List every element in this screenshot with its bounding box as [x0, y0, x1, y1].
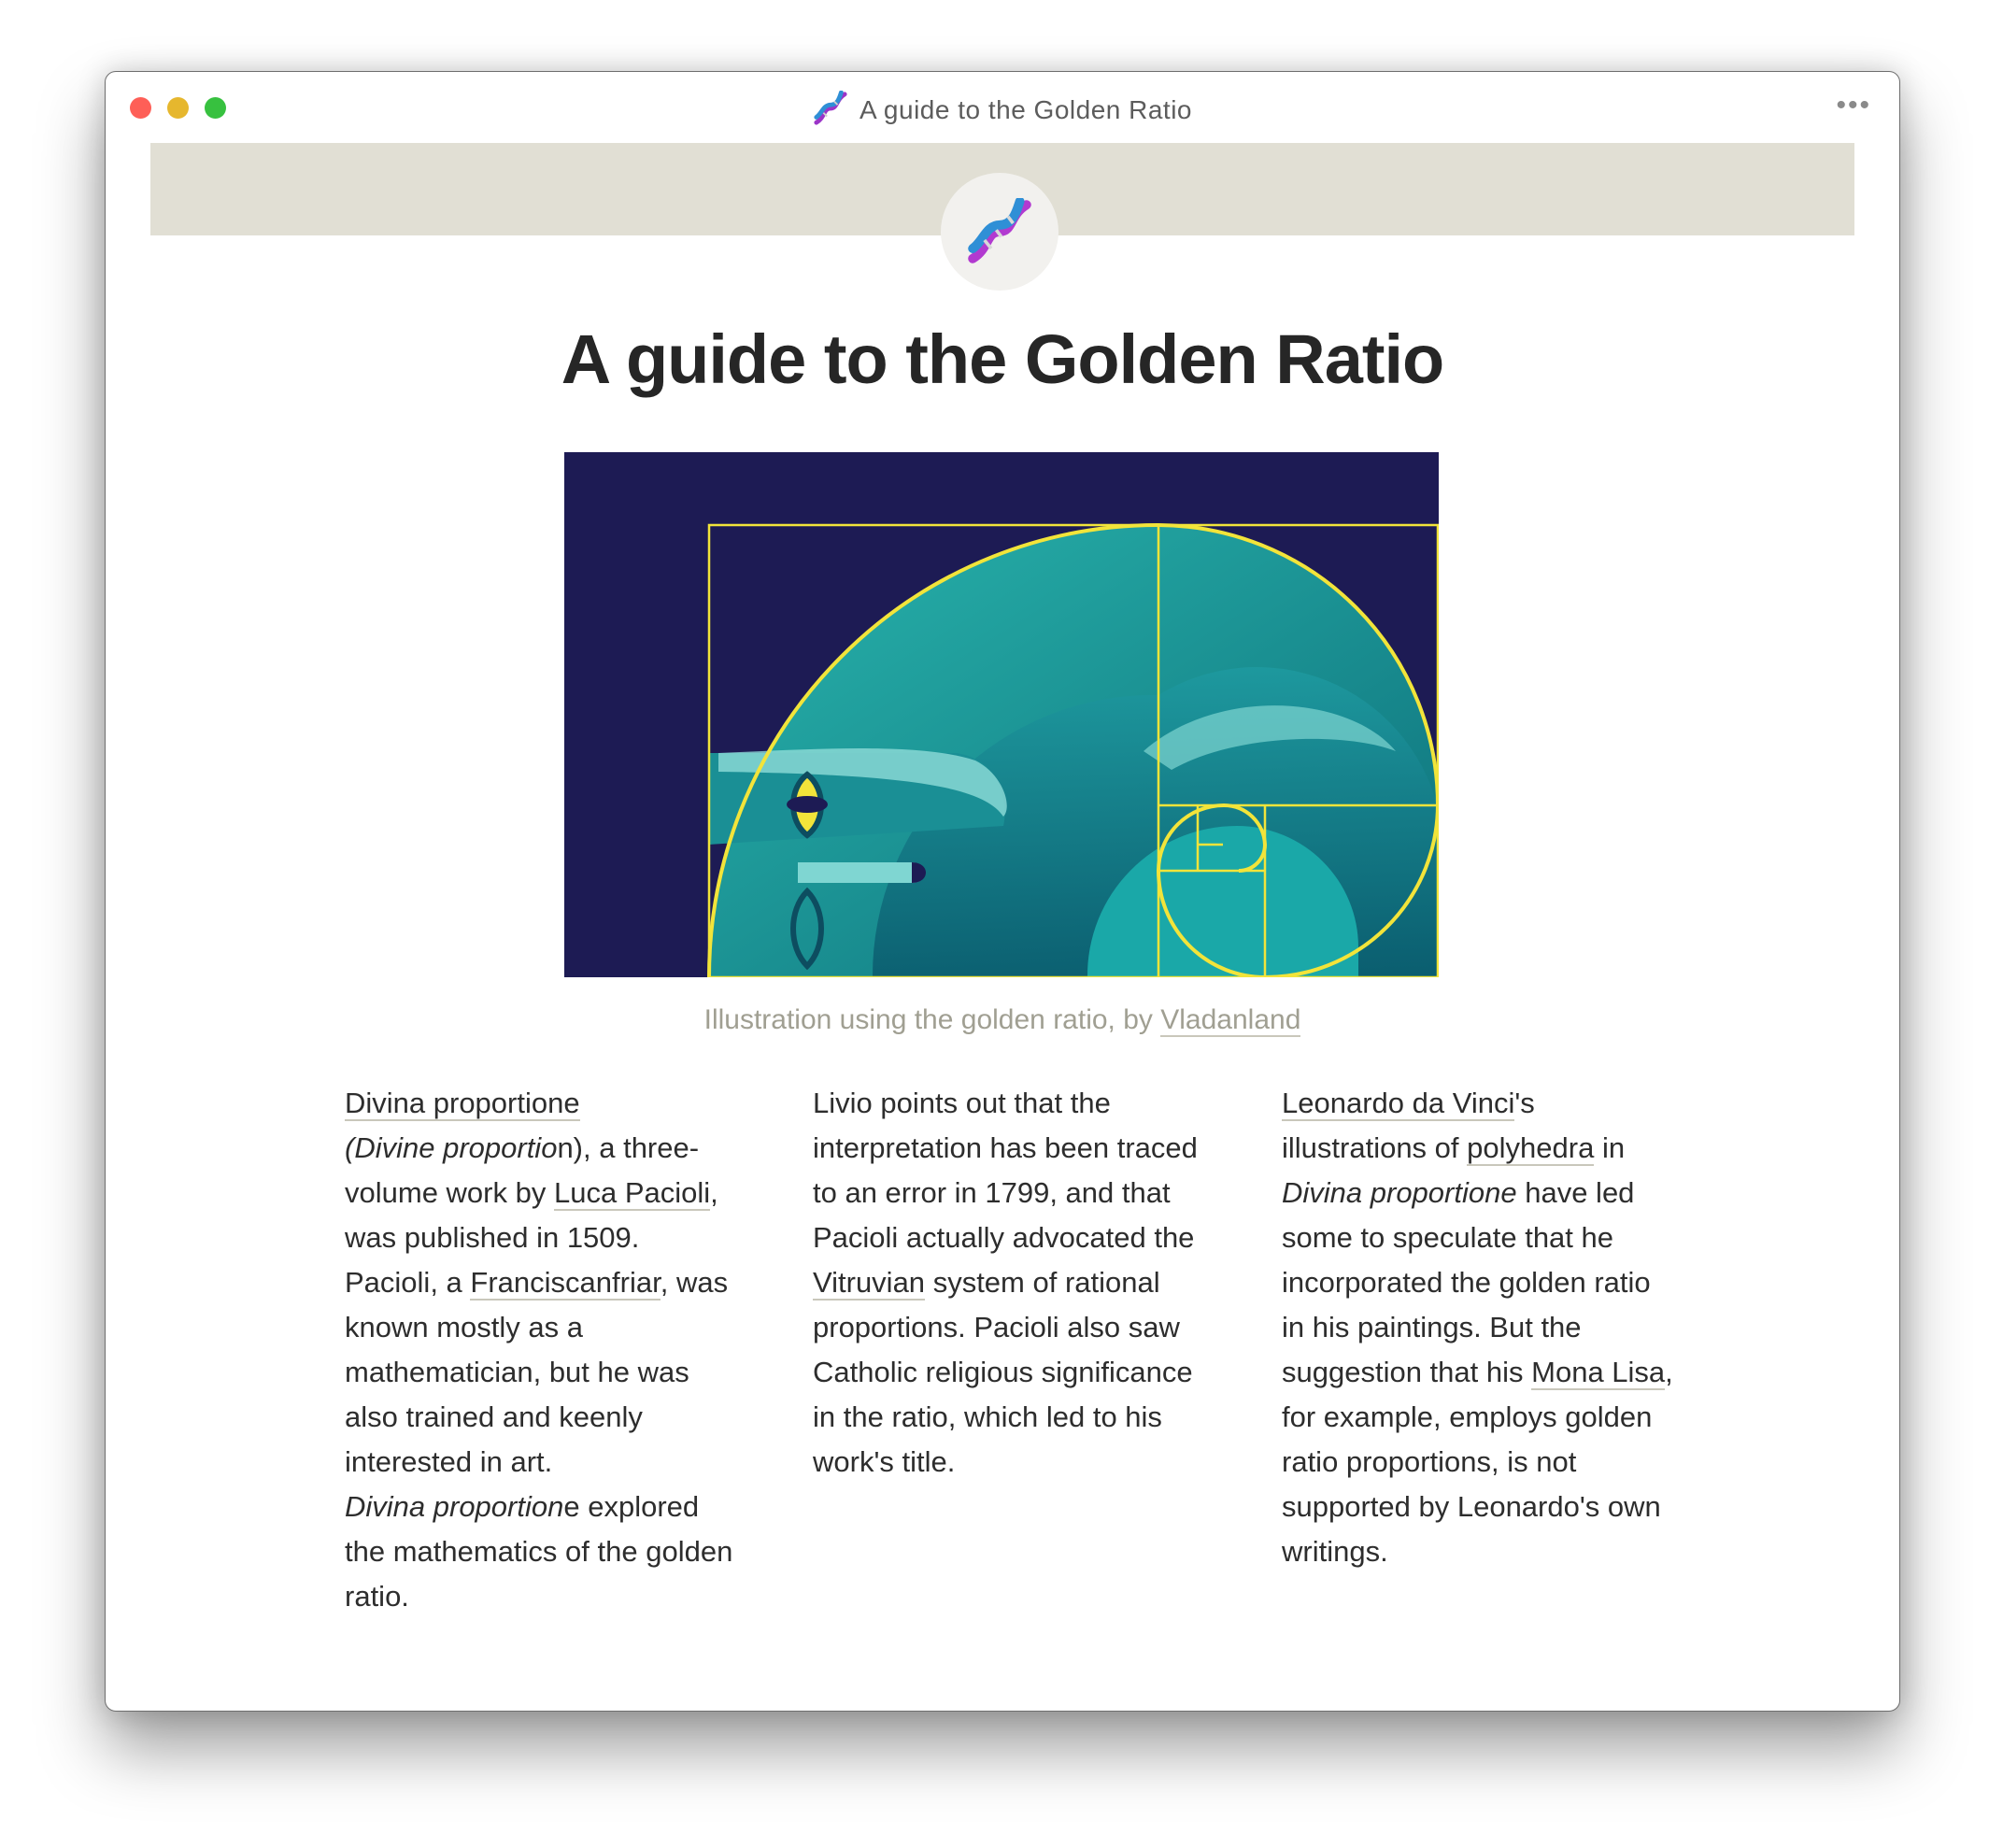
title-bar [106, 72, 1899, 143]
text: n), a three-volume work by [345, 1131, 700, 1209]
link-luca-pacioli[interactable]: Luca Pacioli [553, 1176, 711, 1209]
app-window [105, 71, 1900, 1712]
text: , for example, employs golden ratio proportions, is not supported by Leonardo's own writings. [1282, 1356, 1673, 1568]
column-1 [345, 1081, 737, 1619]
link-franciscan-friar[interactable]: Franciscanfriar [470, 1266, 661, 1299]
link-vitruvian[interactable]: Vitruvian [813, 1266, 926, 1299]
caption-text: Illustration using the golden ratio, by [703, 1004, 1161, 1035]
link-mona-lisa[interactable]: Mona Lisa [1531, 1356, 1666, 1388]
window-title [106, 91, 1899, 133]
window-title-text: A guide to the Golden Ratio [859, 94, 1192, 124]
text: , was known mostly as a mathematician, but he was also trained and keenly interested in art. [345, 1266, 729, 1478]
text: system of rational proportions. Pacioli also saw Catholic religious significance in the ratio, which led to his work's title. [813, 1266, 1193, 1478]
dna-icon [966, 198, 1033, 265]
link-divina-proportione[interactable]: Divina proportione [345, 1087, 580, 1119]
column-2 [813, 1081, 1205, 1485]
column-3 [1282, 1081, 1674, 1574]
text: Livio points out that the interpretation has been traced to an error in 1799, and that Pacioli actually advocated the [813, 1087, 1198, 1254]
figure-caption [106, 1004, 1899, 1036]
italic-divine-proportion: (Divine proportio [345, 1131, 558, 1164]
text: , was published in 1509. Pacioli, a [345, 1176, 718, 1299]
text: have led some to speculate that he incorporated the golden ratio in his paintings. But the suggestion that his [1282, 1176, 1651, 1388]
link-leonardo-da-vinci[interactable]: Leonardo da Vinci [1282, 1087, 1515, 1119]
italic-divina-proportione: Divina proportione [1282, 1176, 1517, 1209]
link-polyhedra[interactable]: polyhedra [1467, 1131, 1595, 1164]
caption-link-vladanland[interactable]: Vladanland [1160, 1004, 1301, 1035]
dna-icon [813, 91, 848, 133]
more-options-icon[interactable]: ••• [1836, 90, 1871, 121]
golden-ratio-illustration[interactable] [564, 452, 1439, 977]
text: in [1601, 1131, 1626, 1164]
page-title: A guide to the Golden Ratio [561, 320, 1444, 398]
text: e explored the mathematics of the golden ratio. [345, 1490, 733, 1613]
text: 's illustrations of [1282, 1087, 1535, 1164]
italic-divina-proportione: Divina proportion [345, 1490, 564, 1523]
page-icon[interactable] [941, 173, 1058, 291]
